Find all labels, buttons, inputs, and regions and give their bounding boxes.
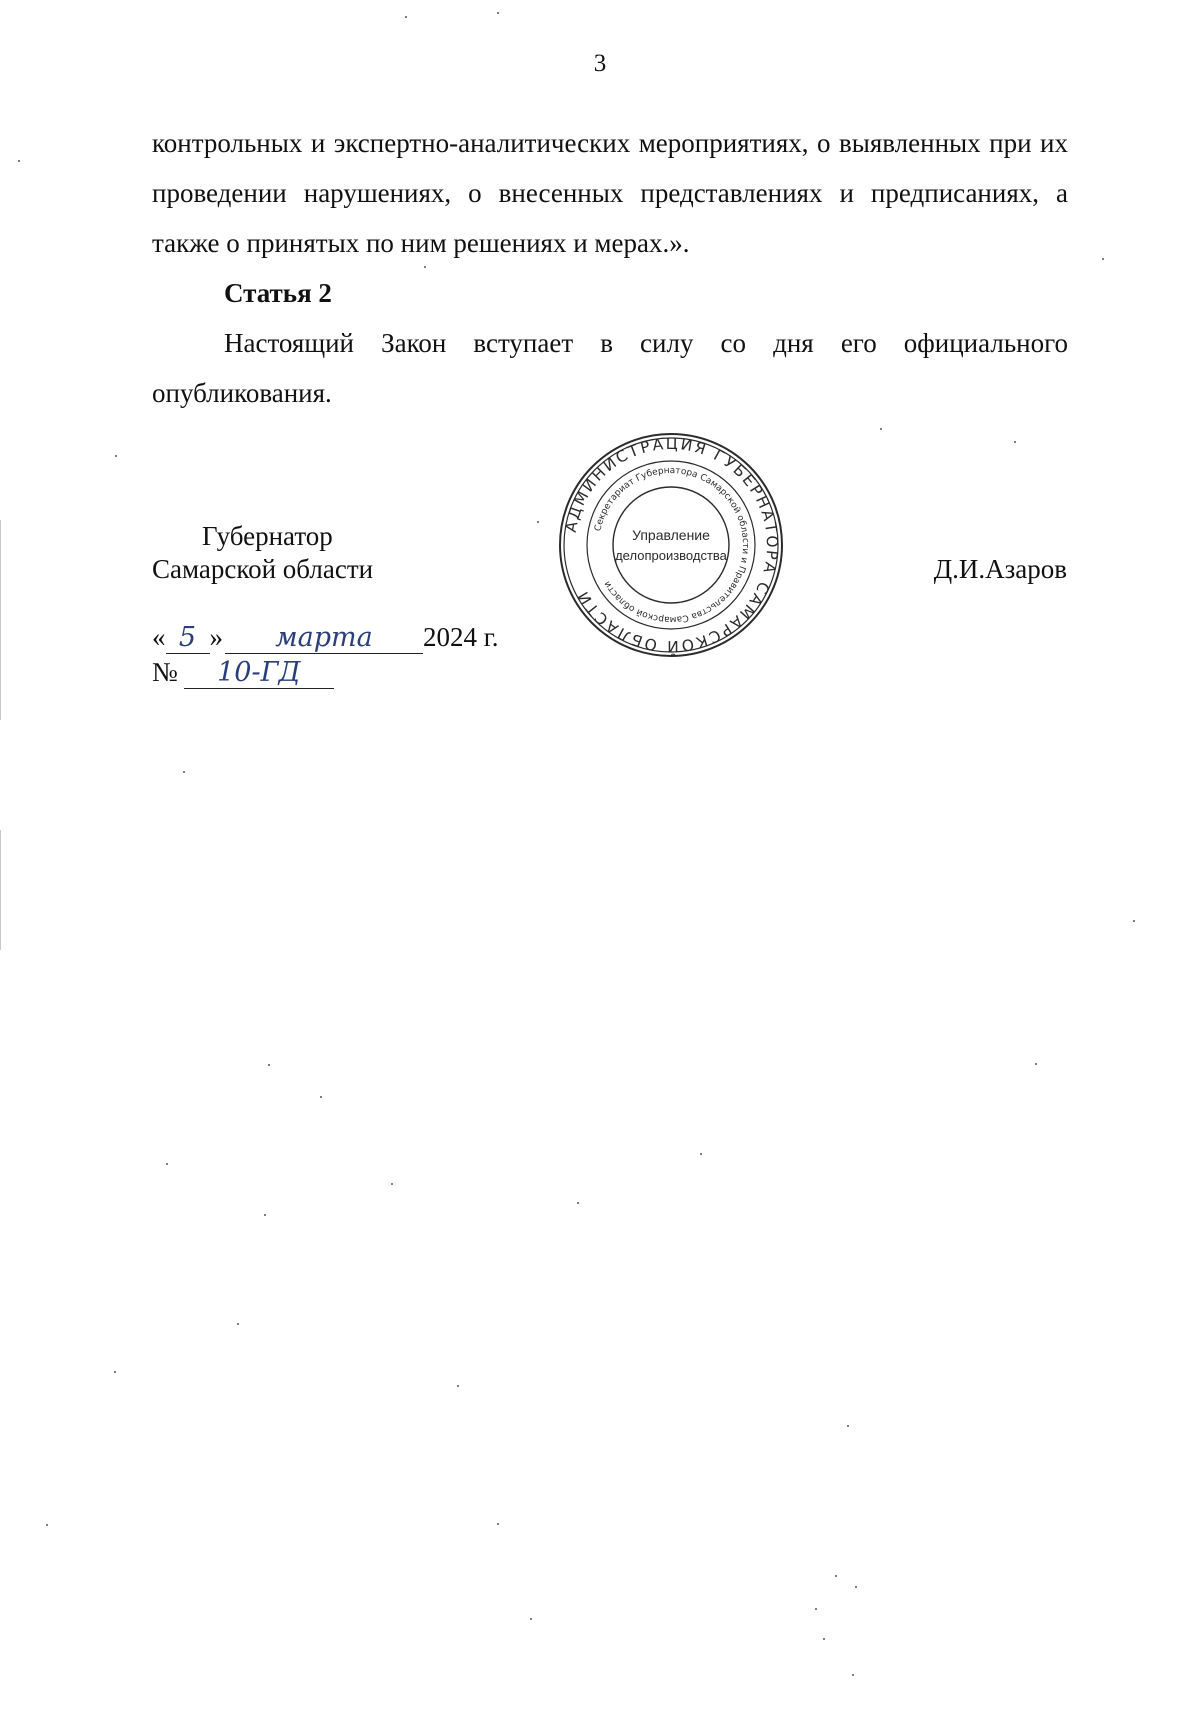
scan-speck: [424, 266, 426, 268]
scan-speck: [320, 1096, 322, 1098]
page-number: 3: [593, 50, 607, 77]
date-quote-open: «: [152, 622, 166, 652]
seal-inner-text: Секретариат Губернатора Самарской области и Правительства Самарской области: [593, 465, 751, 625]
svg-text:Секретариат Губернатора Самарс: [593, 466, 750, 624]
scan-speck: [237, 1323, 239, 1325]
scan-speck: [823, 1638, 825, 1640]
paragraph-continuation: контрольных и экспертно-аналитических мероприятиях, о выявленных при их проведении нарушениях, о внесенных представлениях и предписаниях, а также о принятых по ним решениях и мерах.».: [152, 128, 1068, 258]
signatory-title-line2: Самарской области: [152, 554, 374, 584]
scan-speck: [46, 1524, 48, 1526]
scan-speck: [405, 16, 407, 18]
scan-speck: [847, 1425, 849, 1427]
scan-speck: [457, 1385, 459, 1387]
scan-speck: [114, 1371, 116, 1373]
date-month-handwritten: марта: [225, 623, 423, 654]
scan-edge-mark: [0, 830, 1, 950]
scan-speck: [18, 160, 20, 162]
seal-outer-text: АДМИНИСТРАЦИЯ ГУБЕРНАТОРА САМАРСКОЙ ОБЛАСТИ: [561, 434, 782, 656]
law-number-handwritten: 10-ГД: [184, 658, 334, 689]
scan-speck: [1133, 920, 1135, 922]
seal-center-line2: делопроизводства: [615, 548, 727, 563]
signatory-name: Д.И.Азаров: [933, 554, 1067, 584]
signing-date: [152, 620, 499, 654]
scan-speck: [264, 1214, 266, 1216]
scan-speck: [530, 1618, 532, 1620]
scan-speck: [815, 1608, 817, 1610]
seal-center-line1: Управление: [632, 527, 710, 543]
official-seal: [556, 430, 786, 660]
paragraph-effective-date: Настоящий Закон вступает в силу со дня его официального опубликования.: [152, 328, 1068, 408]
scan-speck: [497, 1523, 499, 1525]
date-quote-close: »: [209, 622, 223, 652]
scan-speck: [1014, 441, 1016, 443]
scan-speck: [700, 1153, 702, 1155]
scan-speck: [855, 1586, 857, 1588]
scan-speck: [183, 771, 185, 773]
law-number-prefix: №: [152, 657, 178, 687]
scan-speck: [391, 1183, 393, 1185]
scan-speck: [537, 521, 539, 523]
scan-speck: [577, 1202, 579, 1204]
signatory-title-line1: Губернатор: [202, 521, 333, 551]
scan-speck: [166, 1163, 168, 1165]
date-year: 2024 г.: [423, 622, 499, 652]
scan-speck: [497, 12, 499, 14]
article-heading: Статья 2: [224, 278, 332, 308]
signatory-title: [152, 520, 373, 586]
scan-speck: [835, 1575, 837, 1577]
scan-speck: [1102, 258, 1104, 260]
scan-speck: [852, 1674, 854, 1676]
scan-edge-mark: [0, 520, 1, 720]
scan-speck: [880, 428, 882, 430]
scan-speck: [268, 1064, 270, 1066]
scan-speck: [1035, 1063, 1037, 1065]
law-number: [152, 655, 334, 689]
scan-speck: [115, 455, 117, 457]
date-day-handwritten: 5: [166, 623, 210, 654]
